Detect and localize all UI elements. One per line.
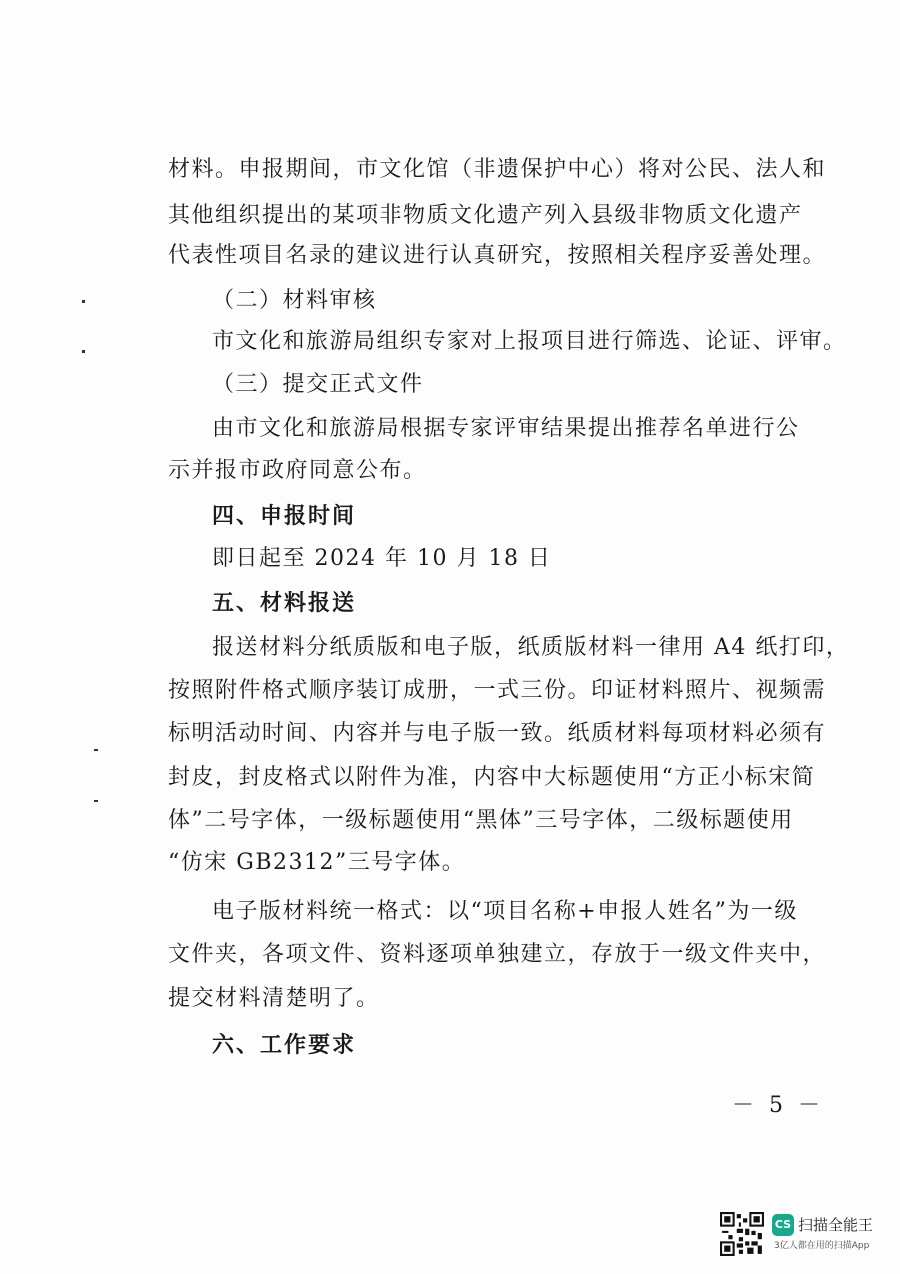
- body-text-line: 标明活动时间、内容并与电子版一致。纸质材料每项材料必须有: [168, 721, 827, 746]
- body-text-line: 电子版材料统一格式：以“项目名称+申报人姓名”为一级: [212, 899, 798, 924]
- scan-speck: [94, 800, 98, 802]
- body-text-line: 提交材料清楚明了。: [168, 986, 380, 1011]
- body-text-line: 封皮，封皮格式以附件为准，内容中大标题使用“方正小标宋简: [168, 765, 816, 790]
- body-text-line: 按照附件格式顺序装订成册，一式三份。印证材料照片、视频需: [168, 678, 827, 703]
- scan-speck: [82, 300, 85, 303]
- body-text-line: 示并报市政府同意公布。: [168, 458, 427, 483]
- scanner-watermark: [720, 1212, 890, 1262]
- body-text-line: 由市文化和旅游局根据专家评审结果提出推荐名单进行公: [212, 416, 800, 441]
- watermark-title: 扫描全能王: [798, 1216, 874, 1234]
- body-text-line: 代表性项目名录的建议进行认真研究，按照相关程序妥善处理。: [168, 243, 827, 268]
- cs-logo-icon: CS: [772, 1214, 794, 1236]
- qr-code-icon: [720, 1212, 764, 1256]
- page-number: － 5 －: [732, 1093, 824, 1118]
- scan-speck: [94, 749, 98, 751]
- body-text-line: 体”二号字体，一级标题使用“黑体”三号字体，二级标题使用: [168, 808, 794, 833]
- section-subheading: （三）提交正式文件: [212, 372, 424, 397]
- body-text-line: 报送材料分纸质版和电子版，纸质版材料一律用 A4 纸打印，: [212, 635, 850, 660]
- watermark-subtitle: 3亿人都在用的扫描App: [774, 1241, 870, 1251]
- body-text-line: 市文化和旅游局组织专家对上报项目进行筛选、论证、评审。: [212, 329, 847, 354]
- section-heading: 五、材料报送: [212, 591, 357, 616]
- section-heading: 六、工作要求: [212, 1033, 357, 1058]
- body-text-line: “仿宋 GB2312”三号字体。: [168, 850, 466, 875]
- body-text-line: 文件夹，各项文件、资料逐项单独建立，存放于一级文件夹中，: [168, 942, 827, 967]
- body-text-line: 即日起至 2024 年 10 月 18 日: [212, 546, 552, 571]
- body-text-line: 其他组织提出的某项非物质文化遗产列入县级非物质文化遗产: [168, 203, 803, 228]
- scan-speck: [82, 350, 85, 353]
- body-text-line: 材料。申报期间，市文化馆（非遗保护中心）将对公民、法人和: [168, 157, 827, 182]
- section-subheading: （二）材料审核: [212, 288, 377, 313]
- section-heading: 四、申报时间: [212, 504, 357, 529]
